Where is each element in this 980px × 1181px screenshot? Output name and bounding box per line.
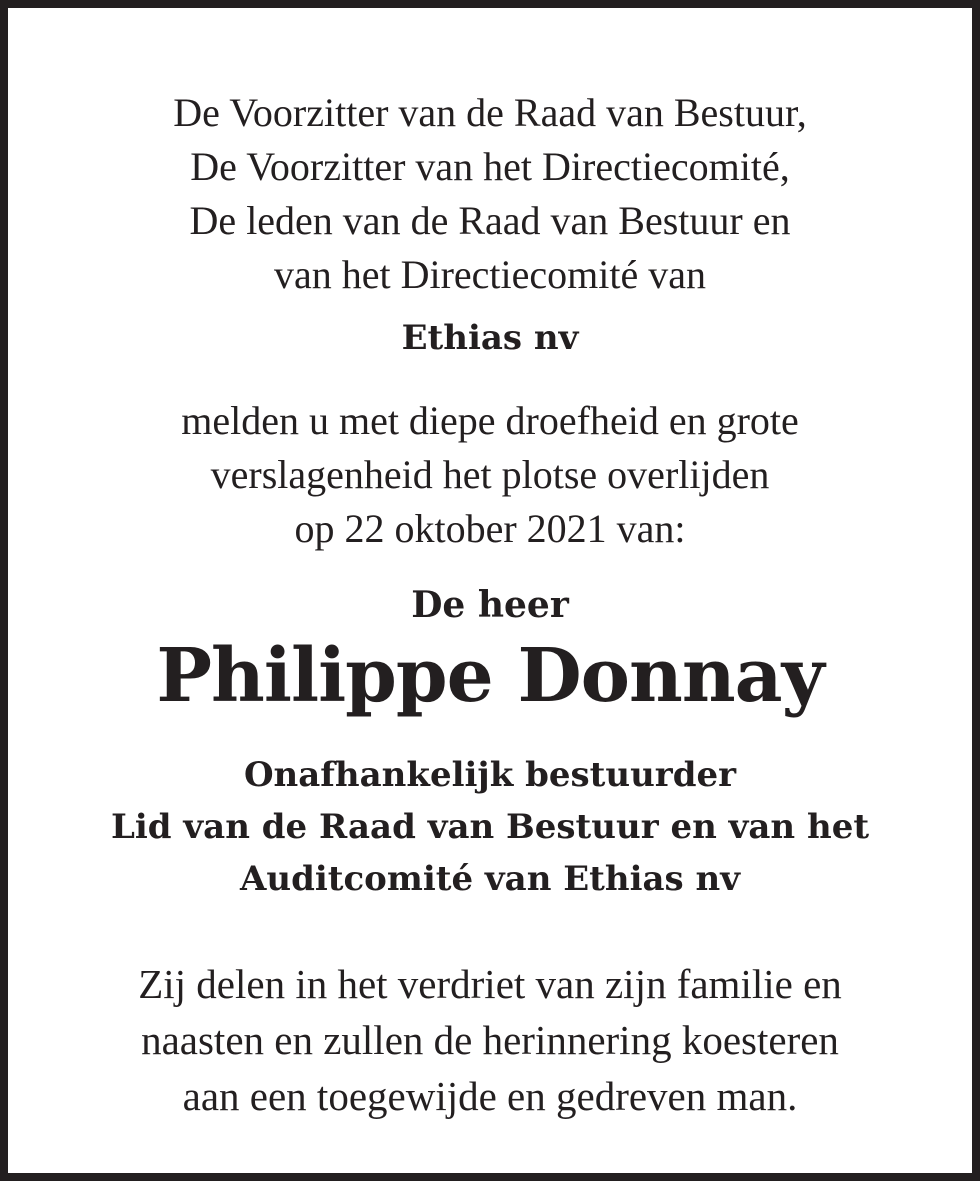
closing-line: naasten en zullen de herinnering koesteren [141, 1017, 839, 1063]
role-line: Lid van de Raad van Bestuur en van het [110, 807, 870, 847]
closing-paragraph [8, 956, 972, 1124]
roles-paragraph [8, 749, 972, 905]
intro-line: De Voorzitter van de Raad van Bestuur, [173, 90, 807, 135]
closing-line: aan een toegewijde en gedreven man. [182, 1073, 798, 1119]
role-line: Auditcomité van Ethias nv [239, 859, 741, 899]
intro-line: De Voorzitter van het Directiecomité, [190, 144, 790, 189]
announcement-line: melden u met diepe droefheid en grote [181, 398, 799, 443]
announcement-line: op 22 oktober 2021 van: [294, 506, 686, 551]
intro-line: De leden van de Raad van Bestuur en [189, 198, 791, 243]
company-name: Ethias nv [401, 318, 579, 358]
salutation: De heer [411, 584, 569, 626]
intro-line: van het Directiecomité van [273, 252, 707, 297]
intro-paragraph [8, 86, 972, 302]
announcement-line: verslagenheid het plotse overlijden [210, 452, 770, 497]
role-line: Onafhankelijk bestuurder [243, 755, 737, 795]
announcement-paragraph [8, 394, 972, 556]
deceased-name: Philippe Donnay [156, 633, 824, 719]
closing-line: Zij delen in het verdriet van zijn familie en [138, 961, 842, 1007]
